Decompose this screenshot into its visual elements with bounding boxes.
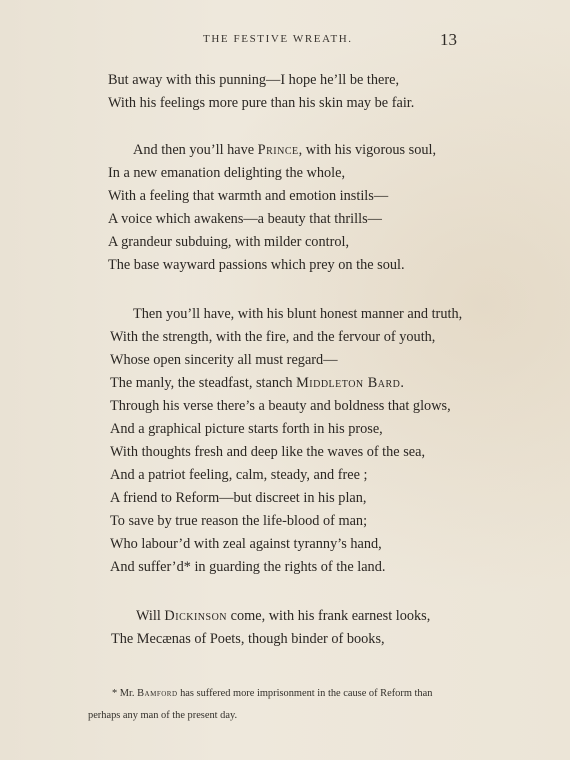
- poem-line: Who labour’d with zeal against tyranny’s hand,: [110, 536, 382, 552]
- poem-line: A grandeur subduing, with milder control,: [108, 234, 350, 250]
- poem-line: [110, 374, 404, 392]
- poem-line: And a graphical picture starts forth in his prose,: [110, 421, 383, 437]
- poem-line: [136, 607, 430, 625]
- poem-line: Then you’ll have, with his blunt honest manner and truth,: [133, 306, 463, 322]
- poem-line: [133, 141, 436, 159]
- poem-line: With a feeling that warmth and emotion instils—: [108, 188, 389, 204]
- poem-line: With his feelings more pure than his skin may be fair.: [108, 95, 415, 111]
- poem-line: But away with this punning—I hope he’ll be there,: [108, 72, 400, 88]
- page-number: 13: [440, 30, 457, 49]
- footnote-text: has suffered more imprisonment in the cause of Reform than: [177, 688, 433, 699]
- line-text: The manly, the steadfast, stanch: [110, 375, 297, 391]
- poem-line: With the strength, with the fire, and the fervour of youth,: [110, 329, 436, 345]
- person-name-prince: Prince: [257, 142, 299, 158]
- poem-line: With thoughts fresh and deep like the waves of the sea,: [110, 444, 426, 460]
- line-text: And then you’ll have: [133, 142, 258, 158]
- footnote-line: perhaps any man of the present day.: [88, 710, 238, 721]
- poem-line: And suffer’d* in guarding the rights of the land.: [110, 559, 386, 575]
- poem-line: In a new emanation delighting the whole,: [108, 165, 346, 181]
- person-name-bamford: Bamford: [137, 688, 178, 699]
- footnote-line: [112, 687, 432, 701]
- poem-line: And a patriot feeling, calm, steady, and free ;: [110, 467, 368, 483]
- footnote-text: * Mr.: [112, 688, 138, 699]
- line-text: come, with his frank earnest looks,: [227, 608, 431, 624]
- running-title: THE FESTIVE WREATH.: [203, 33, 353, 45]
- poem-line: Through his verse there’s a beauty and boldness that glows,: [110, 398, 451, 414]
- line-text: .: [400, 375, 404, 391]
- poem-line: The Mecænas of Poets, though binder of books,: [111, 631, 385, 647]
- poem-line: The base wayward passions which prey on the soul.: [108, 257, 405, 273]
- running-head: [0, 30, 570, 50]
- poem-line: To save by true reason the life-blood of man;: [110, 513, 368, 529]
- person-name-dickinson: Dickinson: [164, 608, 228, 624]
- poem-line: Whose open sincerity all must regard—: [110, 352, 338, 368]
- poem-line: A voice which awakens—a beauty that thrills—: [108, 211, 382, 227]
- person-name-middleton-bard: Middleton Bard: [296, 375, 401, 391]
- line-text: Will: [136, 608, 165, 624]
- poem-line: A friend to Reform—but discreet in his plan,: [110, 490, 367, 506]
- line-text: , with his vigorous soul,: [298, 142, 437, 158]
